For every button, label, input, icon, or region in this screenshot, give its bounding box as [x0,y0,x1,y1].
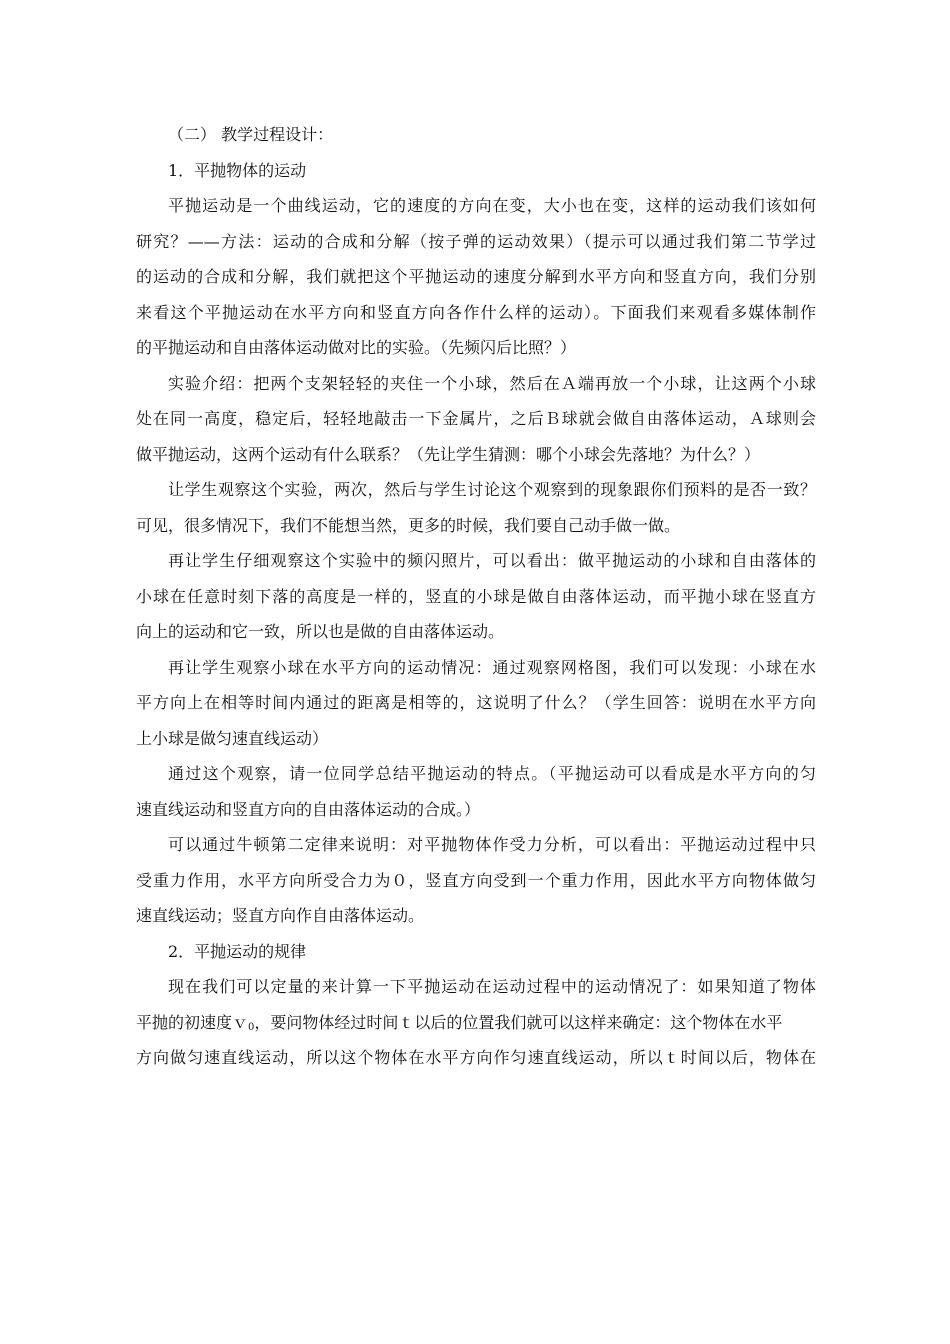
paragraph-line: 的平抛运动和自由落体运动做对比的实验。（先频闪后比照？） [136,338,577,357]
paragraph-line: 现在我们可以定量的来计算一下平抛运动在运动过程中的运动情况了：如果知道了物体 [168,977,816,996]
paragraph-line: 平方向上在相等时间内通过的距离是相等的，这说明了什么？（学生回答：说明在水平方向 [136,693,816,712]
v0-subscript: 0 [248,1021,255,1033]
paragraph-line: 处在同一高度，稳定后，轻轻地敲击一下金属片，之后Ｂ球就会做自由落体运动，Ａ球则会 [136,409,816,428]
paragraph-line: 上小球是做匀速直线运动） [136,728,329,748]
paragraph-line: 再让学生观察小球在水平方向的运动情况：通过观察网格图，我们可以发现：小球在水 [168,657,816,677]
paragraph-line: 小球在任意时刻下落的高度是一样的，竖直的小球是做自由落体运动，而平抛小球在竖直方 [136,586,816,606]
paragraph-line: 方向做匀速直线运动，所以这个物体在水平方向作匀速直线运动，所以ｔ时间以后，物体在 [136,1048,816,1067]
document-body [136,125,816,1084]
paragraph-line: 受重力作用，水平方向所受合力为０，竖直方向受到一个重力作用，因此水平方向物体做匀 [136,870,816,890]
subheading-projectile-laws: 2．平抛运动的规律 [168,941,307,961]
paragraph-line: 平抛运动是一个曲线运动，它的速度的方向在变，大小也在变，这样的运动我们该如何 [168,196,816,215]
paragraph-line: 研究？——方法：运动的合成和分解（按子弹的运动效果）（提示可以通过我们第二节学过 [136,231,816,251]
paragraph-line: 可以通过牛顿第二定律来说明：对平抛物体作受力分析，可以看出：平抛运动过程中只 [168,835,816,854]
paragraph-line: 可见，很多情况下，我们不能想当然，更多的时候，我们要自己动手做一做。 [136,515,681,535]
paragraph-line: 再让学生仔细观察这个实验中的频闪照片，可以看出：做平抛运动的小球和自由落体的 [168,551,816,570]
paragraph-line: 速直线运动和竖直方向的自由落体运动的合成。） [136,799,481,819]
paragraph-line: 向上的运动和它一致，所以也是做的自由落体运动。 [136,622,505,641]
text-segment: ，要问物体经过时间ｔ以后的位置我们就可以这样来确定：这个物体在水平 [254,1012,783,1032]
paragraph-line: 让学生观察这个实验，两次，然后与学生讨论这个观察到的现象跟你们预料的是否一致？ [168,480,816,499]
text-segment: 平抛的初速度ｖ [136,1012,249,1032]
section-heading-teaching-process: （二） 教学过程设计： [168,125,334,144]
paragraph-line: 通过这个观察，请一位同学总结平抛运动的特点。（平抛运动可以看成是水平方向的匀 [168,764,816,783]
paragraph-line-with-v0 [136,1013,816,1033]
paragraph-line: 做平抛运动，这两个运动有什么联系？（先让学生猜测：哪个小球会先落地？为什么？） [136,444,761,464]
paragraph-line: 的运动的合成和分解，我们就把这个平抛运动的速度分解到水平方向和竖直方向，我们分别 [136,267,816,286]
paragraph-line: 来看这个平抛运动在水平方向和竖直方向各作什么样的运动）。下面我们来观看多媒体制作 [136,302,816,322]
paragraph-line: 速直线运动；竖直方向作自由落体运动。 [136,906,425,925]
paragraph-line: 实验介绍：把两个支架轻轻的夹住一个小球，然后在Ａ端再放一个小球，让这两个小球 [168,373,816,393]
subheading-projectile-motion: 1．平抛物体的运动 [168,160,307,180]
